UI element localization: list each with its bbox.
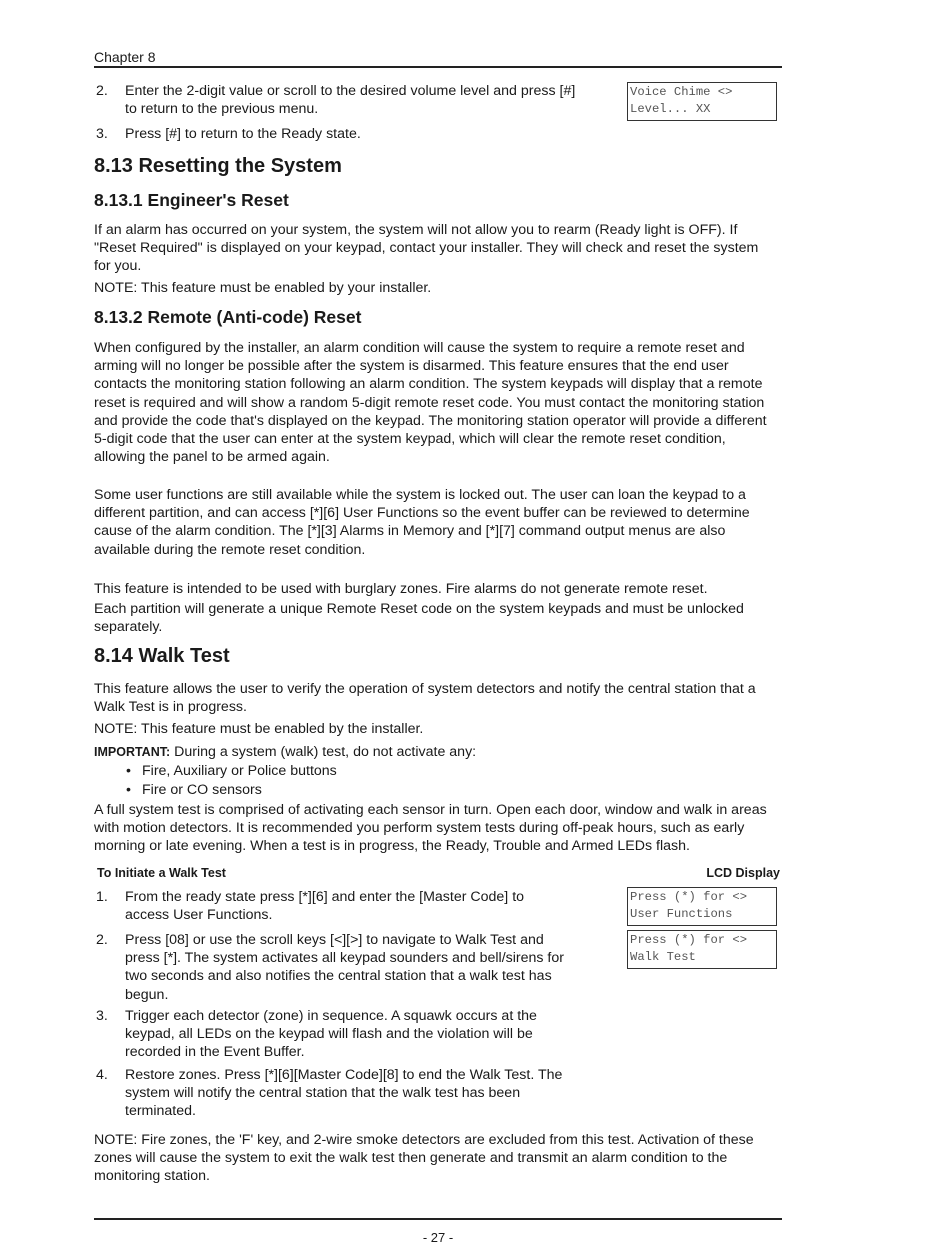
engineers-reset-note: NOTE: This feature must be enabled by your installer. (94, 280, 432, 296)
walk-test-paragraph-1: This feature allows the user to verify the operation of system detectors and notify the central station that a Walk Test is in progress. (94, 681, 756, 716)
footer-rule (94, 1218, 782, 1220)
lcd-display-walk-test: Press (*) for <> Walk Test (627, 930, 777, 969)
engineers-reset-paragraph: If an alarm has occurred on your system, the system will not allow you to rearm (Ready light is OFF). If "Reset Required" is displayed on your keypad, contact your installer. They will check and reset the system for you. (94, 222, 759, 275)
walk-test-step-1: 1. From the ready state press [*][6] and enter the [Master Code] to access User Functions. (96, 889, 525, 924)
chapter-header: Chapter 8 (94, 49, 156, 65)
section-8132-title: 8.13.2 Remote (Anti-code) Reset (94, 307, 362, 327)
lcd-display-user-functions: Press (*) for <> User Functions (627, 887, 777, 926)
section-8131-title: 8.13.1 Engineer's Reset (94, 190, 289, 210)
section-813-title: 8.13 Resetting the System (94, 155, 342, 177)
walk-test-note: NOTE: This feature must be enabled by the installer. (94, 721, 424, 737)
bullet-icon: • (126, 763, 131, 779)
remote-reset-paragraph-4: Each partition will generate a unique Remote Reset code on the system keypads and must be unlocked separately. (94, 601, 744, 636)
header-rule (94, 66, 782, 68)
bullet-icon: • (126, 782, 131, 798)
remote-reset-paragraph-1: When configured by the installer, an alarm condition will cause the system to require a remote reset and arming will no longer be possible after the system is disarmed. This feature ensures that the end user contacts the monitoring station following an alarm condition. The system keypads will display that a remote reset is required and will show a random 5-digit remote reset code. You must contact the monitoring station and provide the code that's displayed on the keypad. The monitoring station operator will provide a different 5-digit code that the user can enter at the system keypad, which will clear the remote reset condition, allowing the panel to be armed again. (94, 340, 767, 466)
important-text: During a system (walk) test, do not activate any: (170, 744, 477, 760)
walk-test-step-3: 3. Trigger each detector (zone) in sequence. A squawk occurs at the keypad, all LEDs on the keypad will flash and the violation will be recorded in the Event Buffer. (96, 1008, 537, 1061)
page-number: - 27 - (422, 1230, 454, 1245)
remote-reset-paragraph-3: This feature is intended to be used with burglary zones. Fire alarms do not generate remote reset. (94, 581, 708, 597)
walk-test-paragraph-2: A full system test is comprised of activating each sensor in turn. Open each door, window and walk in areas with motion detectors. It is recommended you perform system tests during off-peak hours, such as early morning or late evening. When a test is in progress, the Ready, Trouble and Armed LEDs flash. (94, 802, 767, 855)
important-label: IMPORTANT: (94, 745, 171, 759)
procedure-heading: To Initiate a Walk Test (97, 866, 226, 880)
section-814-title: 8.14 Walk Test (94, 645, 230, 667)
walk-test-important (94, 743, 778, 761)
lcd-display-voice-chime: Voice Chime <> Level... XX (627, 82, 777, 121)
walk-test-step-2: 2. Press [08] or use the scroll keys [<][>] to navigate to Walk Test and press [*]. The system activates all keypad sounders and bell/sirens for two seconds and also notifies the central station that a walk test has begun. (96, 932, 564, 1003)
remote-reset-paragraph-2: Some user functions are still available while the system is locked out. The user can loan the keypad to a different partition, and can access [*][6] User Functions so the event buffer can be reviewed to determine cause of the alarm condition. The [*][3] Alarms in Memory and [*][7] command output menus are also available during the remote reset condition. (94, 487, 750, 558)
bullet-item: • Fire, Auxiliary or Police buttons (126, 763, 337, 779)
bullet-item: • Fire or CO sensors (126, 782, 262, 798)
walk-test-step-4: 4. Restore zones. Press [*][6][Master Code][8] to end the Walk Test. The system will notify the central station that the walk test has been terminated. (96, 1067, 563, 1120)
lcd-display-heading: LCD Display (706, 866, 780, 880)
walk-test-final-note: NOTE: Fire zones, the 'F' key, and 2-wire smoke detectors are excluded from this test. Activation of these zones will cause the system to exit the walk test then generate and transmit an alarm condition to the monitoring station. (94, 1132, 754, 1185)
